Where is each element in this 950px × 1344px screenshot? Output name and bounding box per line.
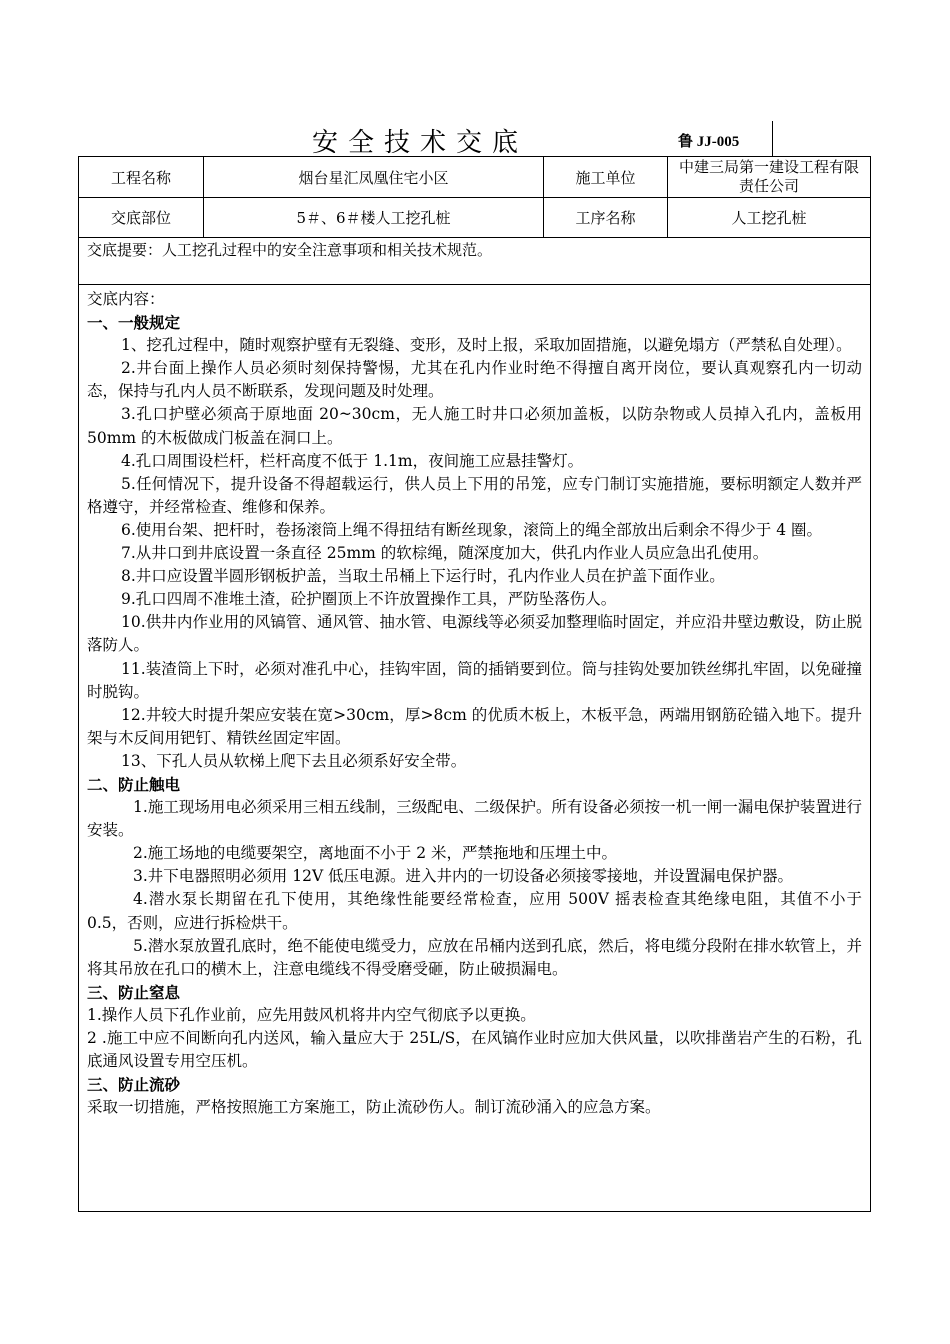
- section-item: 13、下孔人员从软梯上爬下去且必须系好安全带。: [121, 751, 467, 770]
- process-value: 人工挖孔桩: [667, 197, 870, 237]
- document-title: 安全技术交底: [311, 128, 528, 158]
- section-item: 4.潜水泵长期留在孔下使用，其绝缘性能要经常检查，应用 500V 摇表检查其绝缘电阻，其值不小于 0.5，否则，应进行拆检烘干。: [87, 890, 862, 932]
- section-item: 12.井较大时提升架应安装在宽>30cm，厚>8cm 的优质木板上，木板平急，两端用钢筋砼锚入地下。提升架与木反间用钯钉、精铁丝固定牢固。: [87, 705, 862, 747]
- disclosure-summary: 交底提要：人工挖孔过程中的安全注意事项和相关技术规范。: [79, 237, 870, 285]
- process-label: 工序名称: [543, 197, 667, 237]
- section-item: 采取一切措施，严格按照施工方案施工，防止流砂伤人。制订流砂涌入的应急方案。: [87, 1098, 661, 1117]
- info-row-2: [79, 197, 870, 238]
- section-heading: 二、防止触电: [87, 774, 181, 794]
- section-item: 9.孔口四周不准堆土渣，砼护圈顶上不许放置操作工具，严防坠落伤人。: [121, 590, 617, 609]
- document-code: 鲁 JJ-005: [678, 134, 740, 150]
- section-item: 7.从井口到井底设置一条直径 25mm 的软棕绳，随深度加大，供孔内作业人员应急出孔使用。: [121, 544, 769, 563]
- section-item: 3.井下电器照明必须用 12V 低压电源。进入井内的一切设备必须接零接地，并设置漏电保护器。: [133, 867, 794, 886]
- section-item: 8.井口应设置半圆形钢板护盖，当取土吊桶上下运行时，孔内作业人员在护盖下面作业。: [121, 567, 725, 586]
- section-item: 3.孔口护壁必须高于原地面 20~30cm，无人施工时井口必须加盖板，以防杂物或人员掉入孔内，盖板用 50mm 的木板做成门板盖在洞口上。: [87, 405, 862, 447]
- section-item: 11.装渣筒上下时，必须对准孔中心，挂钩牢固，筒的插销要到位。筒与挂钩处要加铁丝绑扎牢固，以免碰撞时脱钩。: [87, 659, 862, 701]
- project-label: 工程名称: [110, 168, 171, 187]
- section-item: 4.孔口周围设栏杆，栏杆高度不低于 1.1m，夜间施工应悬挂警灯。: [121, 451, 584, 470]
- section-item: 1.操作人员下孔作业前，应先用鼓风机将井内空气彻底予以更换。: [87, 1005, 536, 1024]
- section-item: 2 .施工中应不间断向孔内送风，输入量应大于 25L/S，在风镐作业时应加大供风量，以吹排凿岩产生的石粉，孔底通风设置专用空压机。: [87, 1029, 862, 1071]
- code-divider: [772, 121, 773, 156]
- unit-value: 中建三局第一建设工程有限责任公司: [667, 157, 870, 197]
- section-heading: 三、防止窒息: [87, 982, 181, 1002]
- section-item: 1.施工现场用电必须采用三相五线制，三级配电、二级保护。所有设备必须按一机一闸一漏电保护装置进行安装。: [87, 798, 862, 840]
- section-item: 5.潜水泵放置孔底时，绝不能使电缆受力，应放在吊桶内送到孔底，然后，将电缆分段附在排水软管上，并将其吊放在孔口的横木上，注意电缆线不得受磨受砸，防止破损漏电。: [87, 936, 862, 978]
- disclosure-content: [79, 285, 870, 1119]
- section-item: 1、挖孔过程中，随时观察护壁有无裂缝、变形，及时上报，采取加固措施，以避免塌方（严禁私自处理）。: [121, 336, 852, 355]
- project-value: 烟台星汇凤凰住宅小区: [203, 157, 543, 197]
- section-item: 5.任何情况下，提升设备不得超载运行，供人员上下用的吊笼，应专门制订实施措施，要标明额定人数并严格遵守，并经常检查、维修和保养。: [87, 474, 862, 516]
- section-heading: 三、防止流砂: [87, 1075, 181, 1095]
- section-item: 2.井台面上操作人员必须时刻保持警惕，尤其在孔内作业时绝不得擅自离开岗位，要认真观察孔内一切动态，保持与孔内人员不断联系，发现问题及时处理。: [87, 359, 862, 401]
- info-row-1: [79, 157, 870, 198]
- part-label: 交底部位: [110, 208, 171, 227]
- content-label: 交底内容：: [87, 290, 165, 308]
- section-item: 2.施工场地的电缆要架空，离地面不小于 2 米，严禁拖地和压埋土中。: [133, 844, 618, 863]
- unit-label: 施工单位: [543, 157, 667, 197]
- section-item: 10.供井内作业用的风镐管、通风管、抽水管、电源线等必须妥加整理临时固定，并应沿井壁边敷设，防止脱落防人。: [87, 613, 862, 655]
- section-heading: 一、一般规定: [87, 313, 181, 333]
- section-item: 6.使用台架、把杆时，卷扬滚筒上绳不得扭结有断丝现象，滚筒上的绳全部放出后剩余不得少于 4 圈。: [121, 520, 823, 539]
- disclosure-table: [78, 156, 871, 1212]
- part-value: 5＃、6＃楼人工挖孔桩: [203, 197, 543, 237]
